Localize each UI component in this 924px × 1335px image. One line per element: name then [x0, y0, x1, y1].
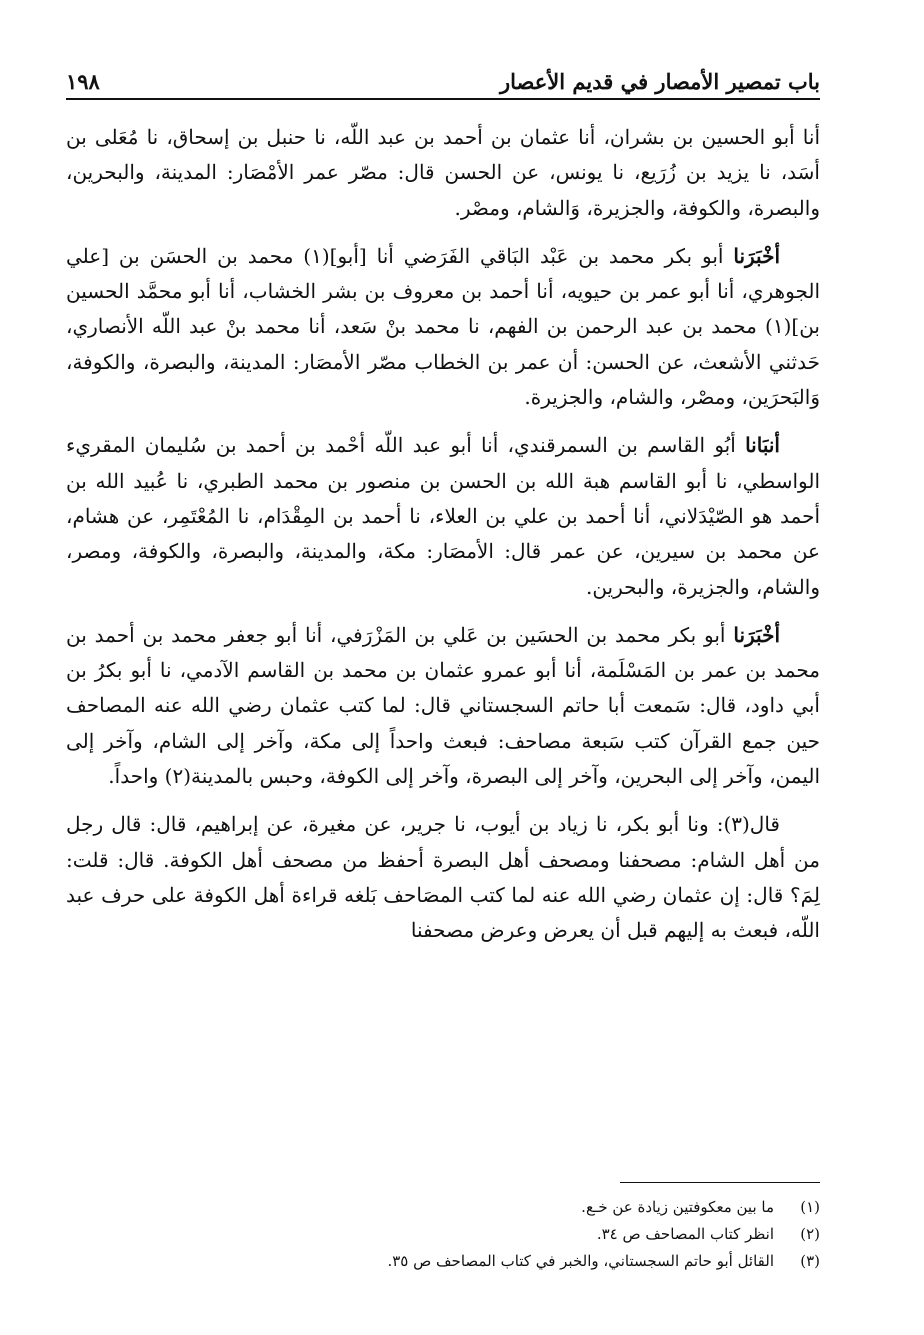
- footnotes: [66, 1194, 820, 1275]
- footnote-text: القائل أبو حاتم السجستاني، والخبر في كتاب المصاحف ص ٣٥.: [387, 1252, 774, 1270]
- footnote-divider: [620, 1182, 820, 1183]
- footnote-3: [66, 1248, 820, 1275]
- chapter-title: باب تمصير الأمصار في قديم الأعصار: [499, 69, 820, 94]
- footnote-number: (٢): [800, 1225, 820, 1243]
- paragraph-3: [66, 428, 820, 604]
- paragraph-lead: أخْبَرَنا: [733, 622, 780, 647]
- paragraph-text: أبو بكر محمد بن عَبْد البَاقي الفَرَضي أنا [أبو](١) محمد بن الحسَن بن [علي الجوهري، أنا أبو عمر بن حيويه، أنا أحمد بن معروف بن بشر الخشاب، أنا أبو محمَّد الحسين بن](١) محمد بن عبد الرحمن بن الفهم، نا محمد بنْ سَعد، أنا محمد بنْ عبد اللّه الأنصاري، حَدثني الأشعث، عن الحسن: أن عمر بن الخطاب مصّر الأمصَار: المدينة، والبصرة، والكوفة، وَالبَحرَين، ومصْر، والشام، والجزيرة.: [66, 243, 820, 410]
- paragraph-text: أبُو القاسم بن السمرقندي، أنا أبو عبد اللّه أحْمد بن أحمد بن سُليمان المقريء الواسطي، نا أبو القاسم هبة الله بن الحسن بن منصور بن محمد الطبري، نا عُبيد الله بن أحمد هو الصّيْدَلاني، أنا أحمد بن علي بن العلاء، نا أحمد بن المِقْدَام، نا المُعْتَمِر، عن هشام، عن محمد بن سيرين، عن عمر قال: الأمصَار: مكة، والمدينة، والبصرة، والكوفة، ومصر، والشام، والجزيرة، والبحرين.: [66, 433, 820, 599]
- paragraph-1: [66, 120, 820, 226]
- page-number: ١٩٨: [66, 69, 100, 94]
- paragraph-lead: أخْبَرَنا: [733, 243, 780, 268]
- paragraph-text: قال(٣): ونا أبو بكر، نا زياد بن أيوب، نا جرير، عن مغيرة، عن إبراهيم، قال: قال رجل من أهل الشام: مصحفنا ومصحف أهل البصرة أحفظ من مصحف أهل الكوفة. قال: قلت: لِمَ؟ قال: إن عثمان رضي الله عنه لما كتب المصَاحف بَلغه قراءة أهل الكوفة على حرف عبد اللّه، فبعث به إليهم قبل أن يعرض وعرض مصحفنا: [66, 812, 820, 943]
- paragraph-4: [66, 618, 820, 794]
- footnote-number: (١): [800, 1198, 820, 1216]
- running-header: [66, 58, 820, 100]
- footnote-text: ما بين معكوفتين زيادة عن خـع.: [581, 1198, 774, 1216]
- book-page: [66, 58, 820, 1308]
- paragraph-lead: أنبَانا: [745, 433, 780, 458]
- footnote-2: [66, 1221, 820, 1248]
- paragraph-text: أبو بكر محمد بن الحسَين بن عَلي بن المَزْرَفي، أنا أبو جعفر محمد بن أحمد بن محمد بن عمر بن المَسْلَمة، أنا أبو عمرو عثمان بن محمد بن القاسم الآدمي، نا أبو بكرُ بن أبي داود، قال: سَمعت أبا حاتم السجستاني قال: لما كتب عثمان رضي الله عنه المصاحف حين جمع القرآن كتب سَبعة مصاحف: فبعث واحداً إلى مكة، وآخر إلى الشام، وآخر إلى اليمن، وآخر إلى البحرين، وآخر إلى البصرة، وآخر إلى الكوفة، وحبس بالمدينة(٢) واحداً.: [66, 622, 820, 789]
- footnote-text: انظر كتاب المصاحف ص ٣٤.: [596, 1225, 774, 1243]
- paragraph-2: [66, 239, 820, 415]
- main-text: [66, 120, 820, 949]
- footnote-number: (٣): [800, 1252, 820, 1270]
- footnote-1: [66, 1194, 820, 1221]
- paragraph-5: [66, 807, 820, 948]
- paragraph-text: أنا أبو الحسين بن بشران، أنا عثمان بن أحمد بن عبد اللّه، نا حنبل بن إسحاق، نا مُعَلى بن أسَد، نا يزيد بن زُرَيع، نا يونس، عن الحسن قال: مصّر عمر الأمْصَار: المدينة، والبحرين، والبصرة، والكوفة، والجزيرة، وَالشام، ومصْر.: [66, 125, 820, 220]
